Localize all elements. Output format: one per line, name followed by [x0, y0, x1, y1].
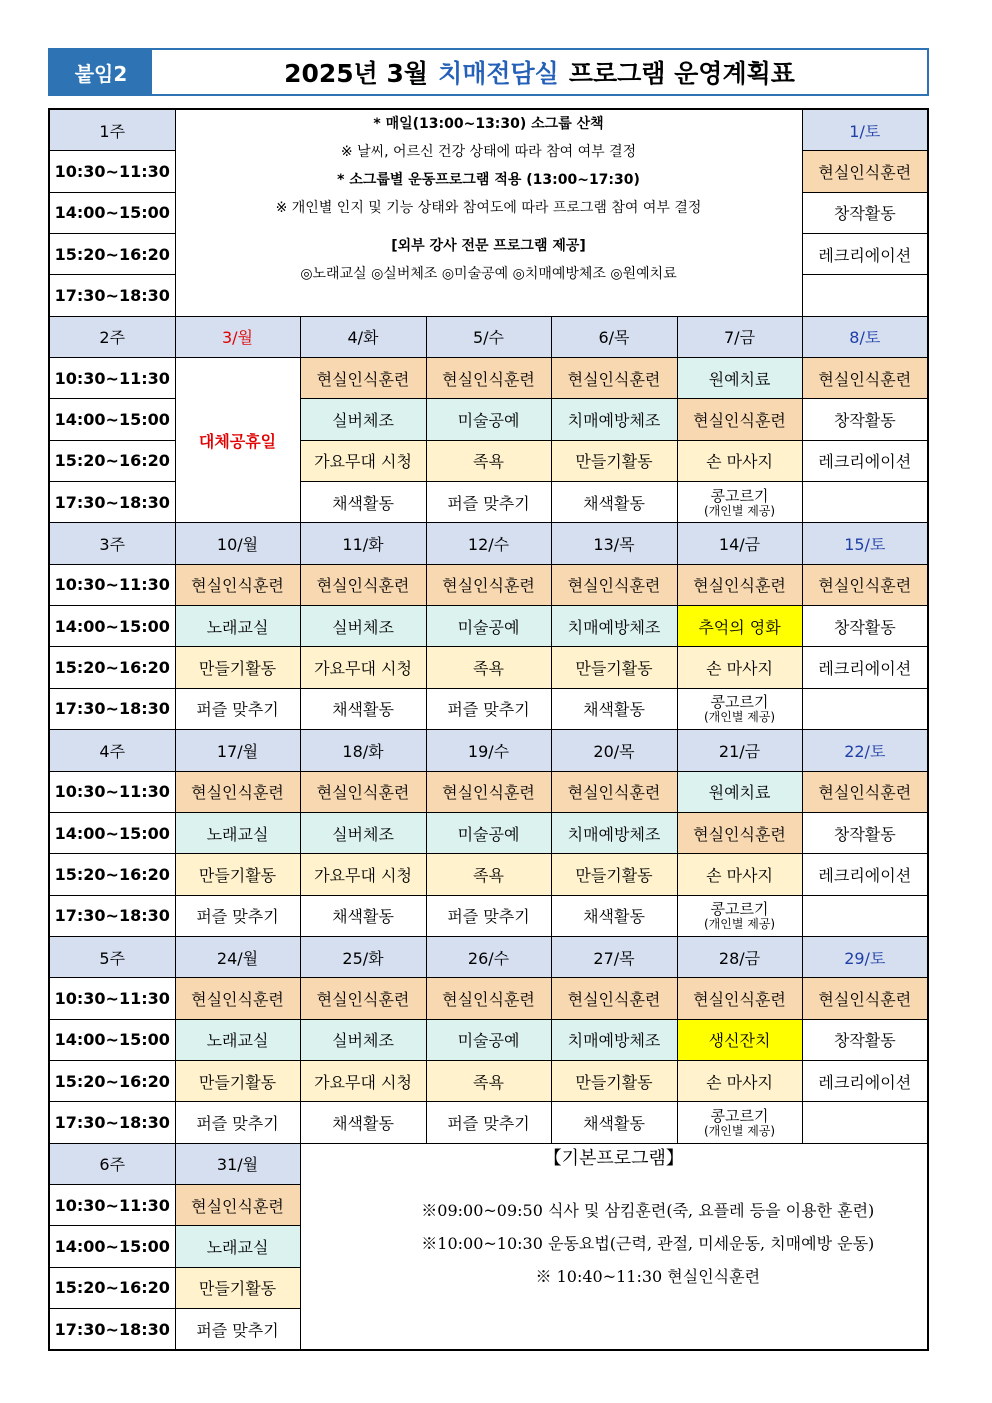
time-slot: 15:20~16:20: [49, 440, 175, 481]
program-cell: 미술공예: [426, 812, 551, 853]
program-cell: 현실인식훈련: [426, 978, 551, 1019]
basic-program-line: ※ 10:40~11:30 현실인식훈련: [535, 1266, 761, 1286]
day-header: 19/수: [426, 730, 551, 771]
program-cell: 퍼즐 맞추기: [175, 1308, 300, 1350]
week1-header-row: [49, 109, 928, 151]
program-cell: 레크리에이션: [802, 854, 928, 895]
title-unit: 치매전담실: [438, 59, 559, 88]
program-cell: 현실인식훈련: [677, 399, 802, 440]
program-cell: 현실인식훈련: [426, 358, 551, 399]
program-cell: 추억의 영화: [677, 606, 802, 647]
program-cell: 노래교실: [175, 1226, 300, 1267]
week-label: 1주: [49, 109, 175, 151]
program-cell: 만들기활동: [175, 854, 300, 895]
program-cell: 현실인식훈련: [426, 564, 551, 605]
program-cell: [802, 688, 928, 729]
program-cell: 실버체조: [300, 606, 426, 647]
program-note: (개인별 제공): [703, 1123, 776, 1138]
program-cell: 퍼즐 맞추기: [426, 1102, 551, 1143]
program-cell: 현실인식훈련: [802, 358, 928, 399]
program-cell: 채색활동: [300, 482, 426, 523]
program-cell: 채색활동: [300, 895, 426, 936]
time-slot: 15:20~16:20: [49, 1060, 175, 1101]
program-cell: 창작활동: [802, 1019, 928, 1060]
day-header: 1/토: [802, 109, 928, 151]
day-header: 8/토: [802, 316, 928, 357]
program-cell: 실버체조: [300, 812, 426, 853]
day-header: 11/화: [300, 523, 426, 564]
program-cell: 만들기활동: [175, 1267, 300, 1308]
program-cell: 레크리에이션: [802, 234, 928, 275]
program-cell: 현실인식훈련: [551, 771, 677, 812]
week5-header-row: [49, 936, 928, 977]
program-cell: 현실인식훈련: [551, 978, 677, 1019]
note-line: ◎노래교실 ◎실버체조 ◎미술공예 ◎치매예방체조 ◎원예치료: [300, 266, 677, 282]
note-line: [외부 강사 전문 프로그램 제공]: [391, 238, 586, 254]
basic-program-title: 【기본프로그램】: [543, 1147, 684, 1169]
program-cell: 창작활동: [802, 606, 928, 647]
program-cell: 퍼즐 맞추기: [175, 895, 300, 936]
time-slot: 15:20~16:20: [49, 1267, 175, 1308]
time-slot: 17:30~18:30: [49, 482, 175, 523]
time-slot: 17:30~18:30: [49, 688, 175, 729]
day-header: 25/화: [300, 936, 426, 977]
program-cell: 채색활동: [551, 895, 677, 936]
program-cell: 레크리에이션: [802, 440, 928, 481]
program-cell: 노래교실: [175, 1019, 300, 1060]
program-cell: 퍼즐 맞추기: [426, 895, 551, 936]
program-cell: 원예치료: [677, 358, 802, 399]
day-header: 5/수: [426, 316, 551, 357]
basic-program-line: ※10:00~10:30 운동요법(근력, 관절, 미세운동, 치매예방 운동): [421, 1233, 875, 1253]
program-cell: [802, 482, 928, 523]
program-cell: 만들기활동: [551, 647, 677, 688]
program-cell: 퍼즐 맞추기: [175, 688, 300, 729]
program-cell: 만들기활동: [551, 854, 677, 895]
time-slot: 10:30~11:30: [49, 771, 175, 812]
time-slot: 15:20~16:20: [49, 647, 175, 688]
program-cell: 현실인식훈련: [175, 564, 300, 605]
time-slot: 15:20~16:20: [49, 854, 175, 895]
program-cell: 현실인식훈련: [175, 978, 300, 1019]
program-cell: 현실인식훈련: [426, 771, 551, 812]
program-note: (개인별 제공): [703, 710, 776, 725]
program-cell: 생신잔치: [677, 1019, 802, 1060]
program-cell: 창작활동: [802, 192, 928, 233]
program-cell: 현실인식훈련: [677, 812, 802, 853]
day-header: 18/화: [300, 730, 426, 771]
holiday-cell: 대체공휴일: [175, 358, 300, 523]
week-label: 3주: [49, 523, 175, 564]
week-label: 4주: [49, 730, 175, 771]
time-slot: 10:30~11:30: [49, 978, 175, 1019]
program-cell: 현실인식훈련: [802, 771, 928, 812]
program-cell: 현실인식훈련: [300, 978, 426, 1019]
time-slot: 17:30~18:30: [49, 1308, 175, 1350]
program-cell: 창작활동: [802, 812, 928, 853]
week1-notes: [175, 109, 802, 316]
program-cell: 만들기활동: [551, 1060, 677, 1101]
program-cell: 노래교실: [175, 606, 300, 647]
week-label: 2주: [49, 316, 175, 357]
program-cell: 만들기활동: [175, 1060, 300, 1101]
program-cell: 현실인식훈련: [802, 564, 928, 605]
time-slot: 10:30~11:30: [49, 564, 175, 605]
program-cell: 창작활동: [802, 399, 928, 440]
program-cell: 채색활동: [300, 688, 426, 729]
title-year-month: 2025년 3월: [284, 59, 429, 88]
time-slot: 14:00~15:00: [49, 606, 175, 647]
program-cell: 실버체조: [300, 1019, 426, 1060]
program-cell: 채색활동: [551, 688, 677, 729]
program-cell: 현실인식훈련: [802, 151, 928, 192]
program-cell: 치매예방체조: [551, 399, 677, 440]
program-name: 콩고르기: [710, 1106, 769, 1125]
time-slot: 14:00~15:00: [49, 192, 175, 233]
program-cell: [677, 688, 802, 729]
day-header: 3/월: [175, 316, 300, 357]
program-schedule-table: [48, 108, 929, 1351]
time-slot: 17:30~18:30: [49, 1102, 175, 1143]
attachment-badge: 붙임2: [50, 50, 152, 94]
program-cell: 손 마사지: [677, 647, 802, 688]
program-cell: [802, 895, 928, 936]
day-header: 27/목: [551, 936, 677, 977]
day-header: 12/수: [426, 523, 551, 564]
program-cell: 채색활동: [300, 1102, 426, 1143]
day-header: 24/월: [175, 936, 300, 977]
program-cell: 족욕: [426, 1060, 551, 1101]
day-header: 6/목: [551, 316, 677, 357]
program-cell: [677, 1102, 802, 1143]
week6-header-row: [49, 1143, 928, 1184]
basic-program-box: [300, 1143, 928, 1350]
week3-header-row: [49, 523, 928, 564]
program-name: 콩고르기: [710, 900, 769, 919]
program-cell: 퍼즐 맞추기: [426, 482, 551, 523]
program-cell: 만들기활동: [551, 440, 677, 481]
time-slot: 10:30~11:30: [49, 151, 175, 192]
day-header: 20/목: [551, 730, 677, 771]
note-line: ※ 개인별 인지 및 기능 상태와 참여도에 따라 프로그램 참여 여부 결정: [275, 200, 702, 216]
program-cell: 채색활동: [551, 1102, 677, 1143]
program-cell: 가요무대 시청: [300, 1060, 426, 1101]
program-cell: 퍼즐 맞추기: [426, 688, 551, 729]
program-name: 콩고르기: [710, 693, 769, 712]
program-cell: 레크리에이션: [802, 647, 928, 688]
program-cell: 현실인식훈련: [677, 978, 802, 1019]
program-cell: 가요무대 시청: [300, 647, 426, 688]
page-title: [152, 50, 927, 94]
program-cell: [802, 275, 928, 316]
day-header: 26/수: [426, 936, 551, 977]
program-cell: 현실인식훈련: [802, 978, 928, 1019]
program-cell: 가요무대 시청: [300, 854, 426, 895]
day-header: 31/월: [175, 1143, 300, 1184]
program-cell: 족욕: [426, 440, 551, 481]
program-cell: [677, 895, 802, 936]
note-line: * 매일(13:00~13:30) 소그룹 산책: [373, 116, 604, 132]
program-cell: 손 마사지: [677, 1060, 802, 1101]
program-cell: [802, 1102, 928, 1143]
time-slot: 10:30~11:30: [49, 1184, 175, 1225]
time-slot: 15:20~16:20: [49, 234, 175, 275]
program-cell: 미술공예: [426, 399, 551, 440]
day-header: 4/화: [300, 316, 426, 357]
program-cell: 현실인식훈련: [175, 771, 300, 812]
day-header: 28/금: [677, 936, 802, 977]
note-line: * 소그룹별 운동프로그램 적용 (13:00~17:30): [337, 172, 640, 188]
time-slot: 17:30~18:30: [49, 895, 175, 936]
day-header: 21/금: [677, 730, 802, 771]
week4-header-row: [49, 730, 928, 771]
program-cell: 미술공예: [426, 606, 551, 647]
program-cell: 가요무대 시청: [300, 440, 426, 481]
program-cell: 손 마사지: [677, 440, 802, 481]
day-header: 10/월: [175, 523, 300, 564]
program-cell: 채색활동: [551, 482, 677, 523]
program-cell: 치매예방체조: [551, 1019, 677, 1060]
program-cell: 실버체조: [300, 399, 426, 440]
program-cell: 현실인식훈련: [175, 1184, 300, 1225]
program-cell: 치매예방체조: [551, 606, 677, 647]
program-cell: 현실인식훈련: [300, 358, 426, 399]
program-note: (개인별 제공): [703, 503, 776, 518]
day-header: 14/금: [677, 523, 802, 564]
program-cell: 현실인식훈련: [300, 771, 426, 812]
program-name: 콩고르기: [710, 486, 769, 505]
time-slot: 14:00~15:00: [49, 812, 175, 853]
week-label: 6주: [49, 1143, 175, 1184]
day-header: 13/목: [551, 523, 677, 564]
program-cell: 현실인식훈련: [551, 564, 677, 605]
title-suffix: 프로그램 운영계획표: [568, 59, 795, 88]
time-slot: 14:00~15:00: [49, 1019, 175, 1060]
title-bar: [48, 48, 929, 96]
note-line: ※ 날씨, 어르신 건강 상태에 따라 참여 여부 결정: [340, 144, 637, 160]
program-cell: 현실인식훈련: [677, 564, 802, 605]
program-cell: 노래교실: [175, 812, 300, 853]
program-cell: 만들기활동: [175, 647, 300, 688]
time-slot: 14:00~15:00: [49, 399, 175, 440]
program-cell: [677, 482, 802, 523]
program-cell: 현실인식훈련: [551, 358, 677, 399]
time-slot: 10:30~11:30: [49, 358, 175, 399]
program-cell: 족욕: [426, 647, 551, 688]
program-cell: 치매예방체조: [551, 812, 677, 853]
day-header: 15/토: [802, 523, 928, 564]
day-header: 29/토: [802, 936, 928, 977]
time-slot: 17:30~18:30: [49, 275, 175, 316]
day-header: 7/금: [677, 316, 802, 357]
program-cell: 족욕: [426, 854, 551, 895]
day-header: 17/월: [175, 730, 300, 771]
program-cell: 원예치료: [677, 771, 802, 812]
program-cell: 미술공예: [426, 1019, 551, 1060]
time-slot: 14:00~15:00: [49, 1226, 175, 1267]
program-note: (개인별 제공): [703, 917, 776, 932]
program-cell: 퍼즐 맞추기: [175, 1102, 300, 1143]
day-header: 22/토: [802, 730, 928, 771]
program-cell: 현실인식훈련: [300, 564, 426, 605]
program-cell: 레크리에이션: [802, 1060, 928, 1101]
basic-program-line: ※09:00~09:50 식사 및 삼킴훈련(죽, 요플레 등을 이용한 훈련): [421, 1200, 875, 1220]
program-cell: 손 마사지: [677, 854, 802, 895]
week-label: 5주: [49, 936, 175, 977]
week2-header-row: [49, 316, 928, 357]
